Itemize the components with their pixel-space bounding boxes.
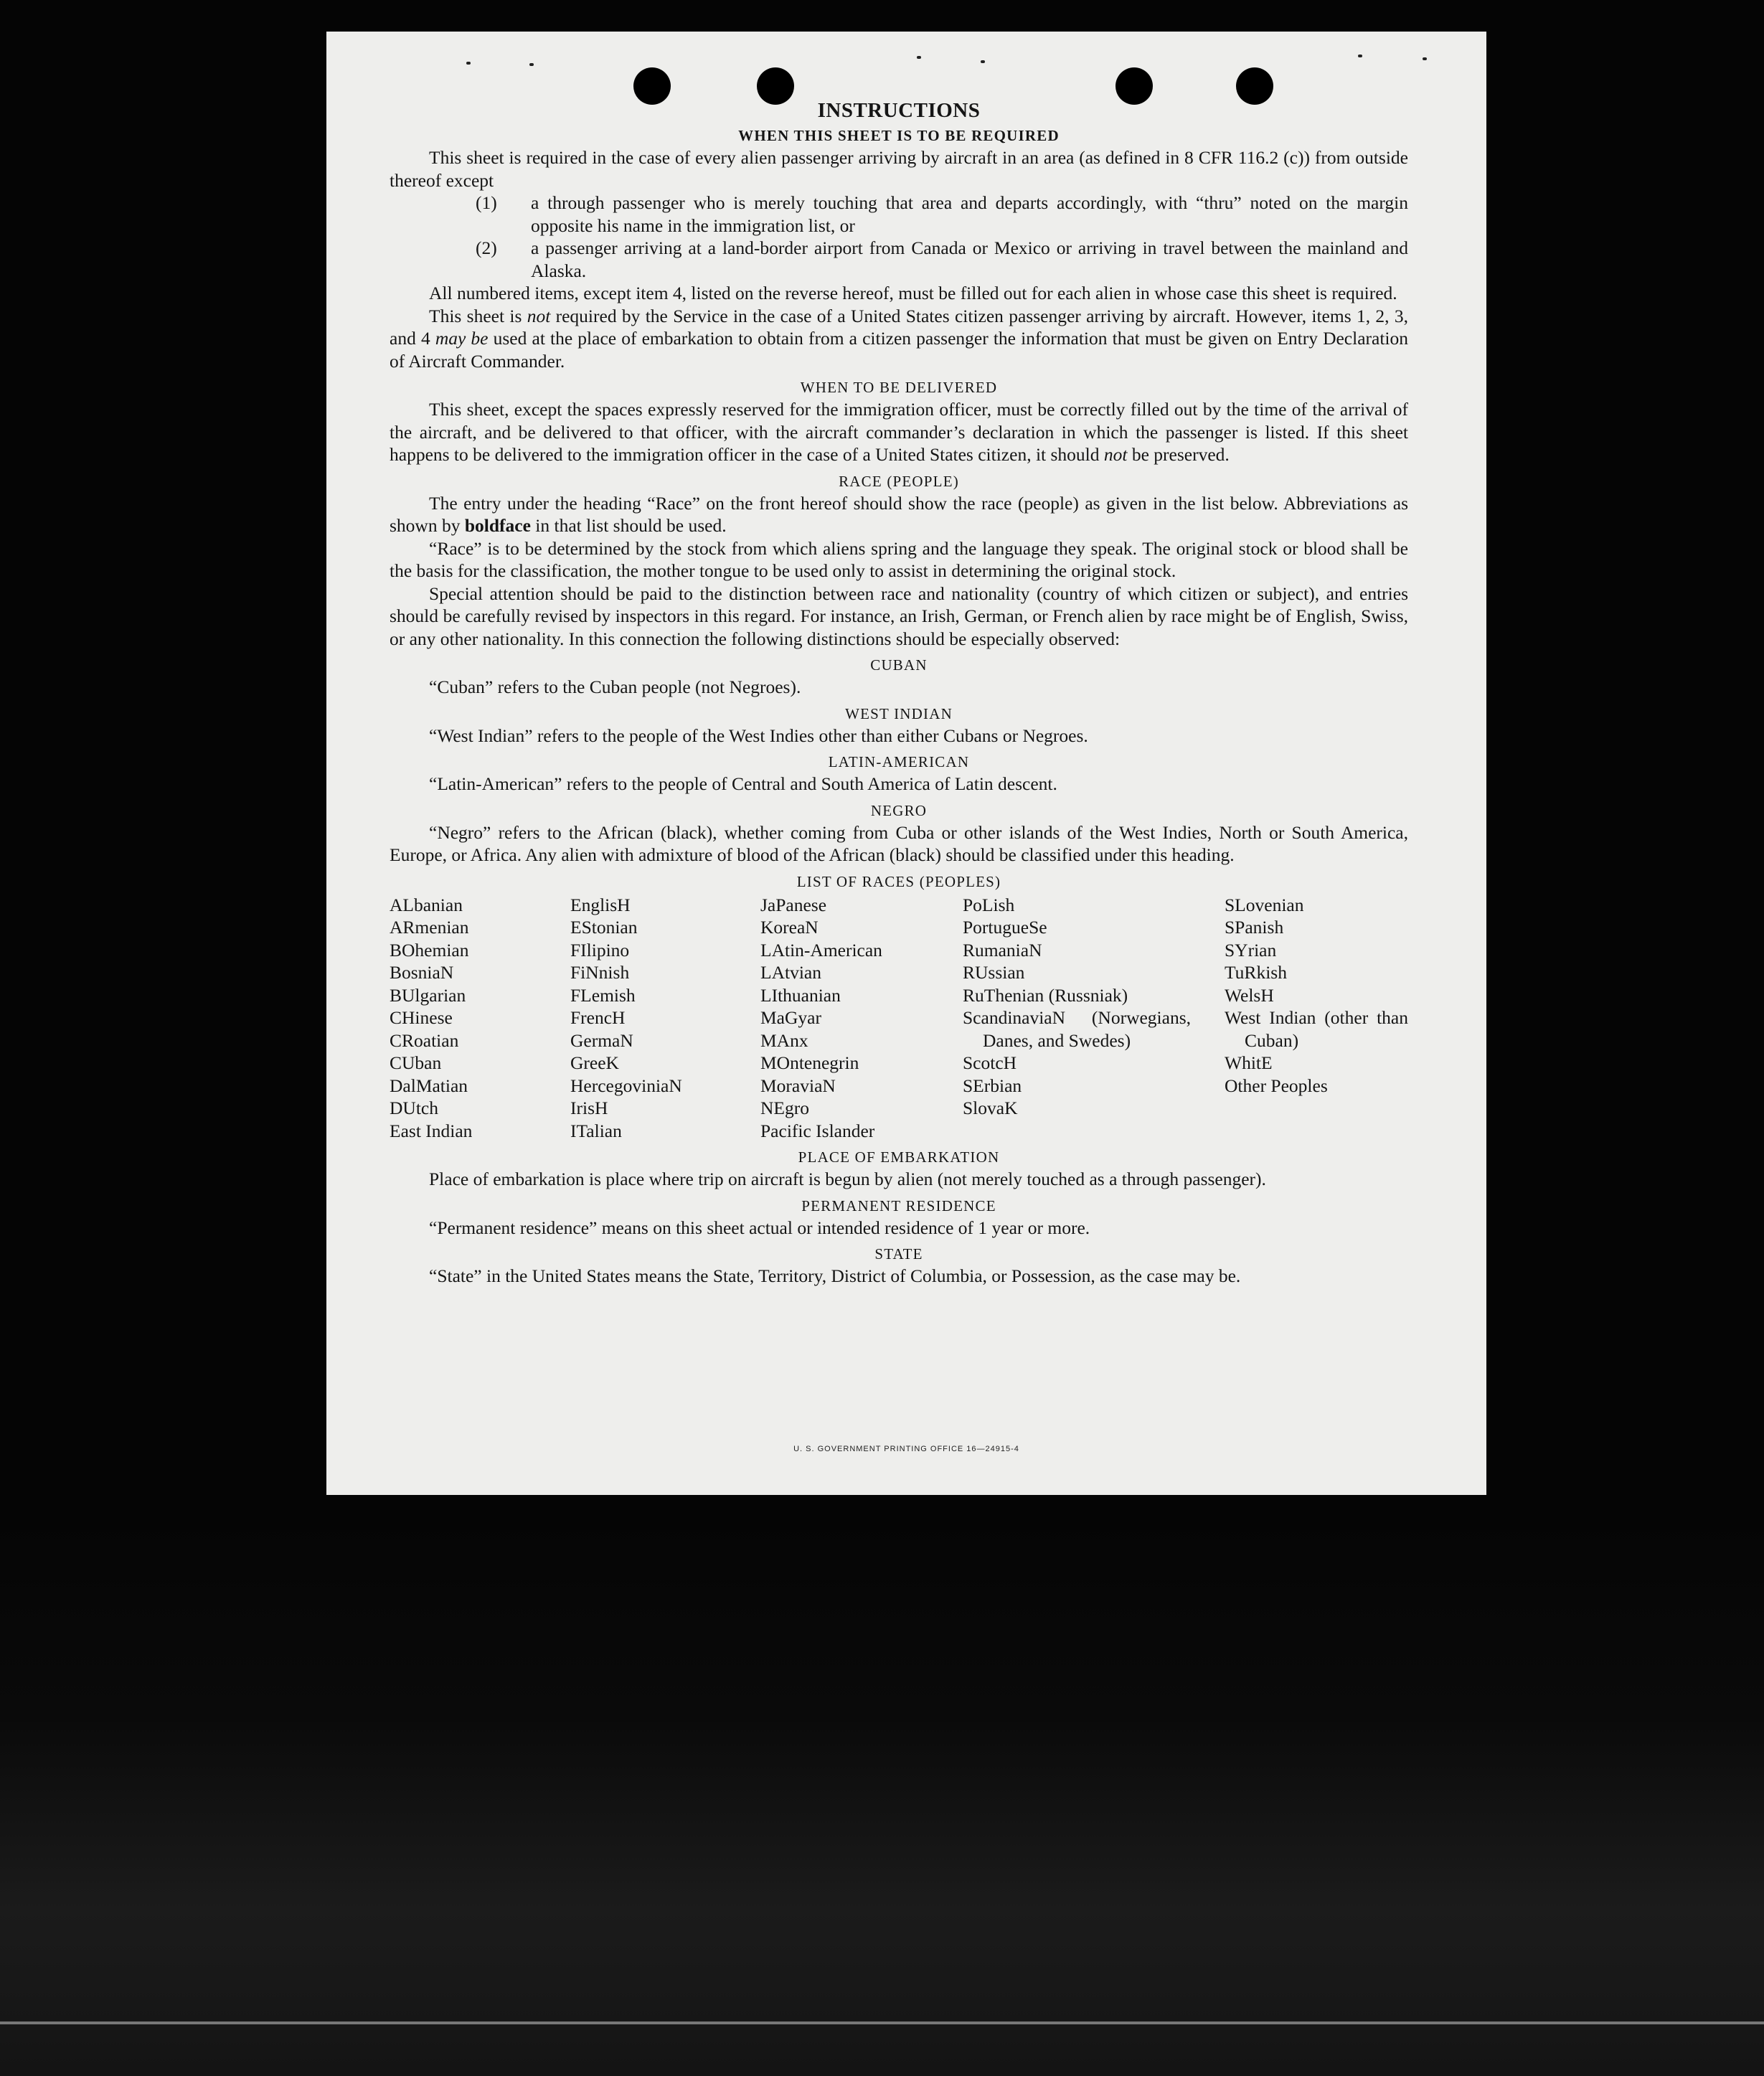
races-column-4 (963, 894, 1225, 1143)
section-heading-embarkation: PLACE OF EMBARKATION (798, 1148, 1000, 1166)
paragraph: Special attention should be paid to the distinction between race and nationality (country of which citizen or subject), and entries should be carefully revised by inspectors in this regard. For instance, an Irish, German, or French alien by race might be of English, Swiss, or any other nationality. In this connection the following distinctions should be especially observed: (390, 582, 1408, 649)
instructions-body (390, 96, 1408, 1288)
race-entry: NEgro (760, 1098, 809, 1118)
paragraph: This sheet is required in the case of every alien passenger arriving by aircraft in an area (as defined in 8 CFR 116.2 (c)) from outside thereof except (390, 147, 1408, 191)
paragraph: “Cuban” refers to the Cuban people (not Negroes). (429, 676, 801, 697)
section-heading-residence: PERMANENT RESIDENCE (801, 1197, 996, 1214)
emphasis: may be (435, 328, 489, 349)
text-run: used at the place of embarkation to obtain from a citizen passenger the information that must be given on Entry Declaration of Aircraft Commander. (390, 328, 1409, 372)
race-entry: ARmenian (390, 917, 469, 938)
item-text: a passenger arriving at a land-border airport from Canada or Mexico or arriving in travel between the mainland and Alaska. (531, 237, 1408, 281)
race-entry: West Indian (other than Cuban) (1225, 1007, 1408, 1051)
film-background-haze (0, 1521, 1764, 2076)
races-column-5 (1225, 894, 1408, 1143)
section-heading-required: WHEN THIS SHEET IS TO BE REQUIRED (738, 127, 1060, 144)
race-entry: KoreaN (760, 917, 819, 938)
race-entry: JaPanese (760, 894, 827, 915)
bold-term: boldface (464, 515, 531, 536)
section-heading-latin-american: LATIN-AMERICAN (828, 753, 970, 770)
section-heading-west-indian: WEST INDIAN (845, 704, 953, 722)
paragraph: “Permanent residence” means on this sheet actual or intended residence of 1 year or more. (429, 1217, 1090, 1238)
paragraph (390, 492, 1408, 537)
paragraph: All numbered items, except item 4, listed on the reverse hereof, must be filled out for each alien in whose case this sheet is required. (429, 283, 1397, 303)
emphasis: not (1103, 444, 1128, 465)
race-entry: RuThenian (Russniak) (963, 984, 1128, 1006)
race-entry: IrisH (570, 1098, 608, 1118)
item-number: (1) (476, 192, 497, 213)
race-entry: BUlgarian (390, 984, 466, 1006)
race-entry: SErbian (963, 1075, 1022, 1096)
printer-imprint: U. S. GOVERNMENT PRINTING OFFICE 16—24915-4 (793, 1445, 1019, 1453)
race-entry: Other Peoples (1225, 1075, 1328, 1096)
race-entry: EnglisH (570, 894, 631, 915)
exception-item-2 (390, 237, 1408, 282)
section-heading-list-of-races: LIST OF RACES (PEOPLES) (796, 872, 1001, 890)
race-entry: PortugueSe (963, 917, 1047, 938)
race-entry: LAtvian (760, 962, 821, 983)
race-entry: MaGyar (760, 1007, 821, 1028)
section-heading-delivered: WHEN TO BE DELIVERED (800, 379, 998, 396)
race-entry: SLovenian (1225, 894, 1304, 915)
race-entry: WelsH (1225, 984, 1274, 1006)
race-entry: SPanish (1225, 917, 1284, 938)
paragraph: “State” in the United States means the State, Territory, District of Columbia, or Possession, as the case may be. (429, 1265, 1241, 1286)
text-run: be preserved. (1127, 444, 1230, 465)
race-entry: DUtch (390, 1098, 438, 1118)
race-entry: RUssian (963, 962, 1025, 983)
race-entry: FiNnish (570, 962, 630, 983)
emphasis: not (527, 305, 551, 326)
text-run: This sheet is (429, 305, 527, 326)
race-entry: CRoatian (390, 1029, 459, 1051)
section-heading-cuban: CUBAN (870, 656, 928, 674)
race-entry: LIthuanian (760, 984, 841, 1006)
race-entry: SYrian (1225, 939, 1277, 961)
dust-speck (1358, 55, 1362, 57)
races-list (390, 894, 1408, 1143)
race-entry: TuRkish (1225, 962, 1287, 983)
text-run: in that list should be used. (530, 515, 727, 536)
item-text: a through passenger who is merely touching that area and departs accordingly, with “thru” noted on the margin opposite his name in the immigration list, or (531, 192, 1408, 236)
section-heading-state: STATE (874, 1245, 923, 1263)
races-column-3 (760, 894, 963, 1143)
race-entry: BosniaN (390, 962, 454, 983)
race-entry: CHinese (390, 1007, 453, 1028)
race-entry: ALbanian (390, 894, 463, 915)
paragraph: “Negro” refers to the African (black), whether coming from Cuba or other islands of the West Indies, North or South America, Europe, or Africa. Any alien with admixture of blood of the African (black) should be classified under this heading. (390, 821, 1408, 865)
text-run: The entry under the heading “Race” on the front hereof should show the race (people) as given in the list below. Abbreviations as shown by (390, 492, 1408, 536)
race-entry: MAnx (760, 1029, 808, 1051)
item-number: (2) (476, 237, 497, 258)
film-scratch-line (0, 2021, 1764, 2024)
dust-speck (981, 60, 985, 63)
race-entry: SlovaK (963, 1098, 1018, 1118)
paragraph (390, 398, 1408, 466)
races-column-1 (390, 894, 570, 1143)
text-run: required by the Service in the case of a United States citizen passenger arriving by aircraft. However, items 1, 2, 3, and 4 (390, 305, 1408, 349)
paragraph: Place of embarkation is place where trip on aircraft is begun by alien (not merely touched as a through passenger). (429, 1169, 1266, 1189)
race-entry: Pacific Islander (760, 1120, 875, 1141)
text-run: This sheet, except the spaces expressly reserved for the immigration officer, must be correctly filled out by the time of the arrival of the aircraft, and be delivered to that officer, with the aircraft commander’s declaration in which the passenger is listed. If this sheet happens to be delivered to the immigration officer in the case of a United States citizen, it should (390, 399, 1408, 465)
race-entry: EStonian (570, 917, 638, 938)
page-title: INSTRUCTIONS (817, 99, 981, 122)
dust-speck (529, 63, 534, 66)
dust-speck (1423, 57, 1427, 60)
race-entry: HercegoviniaN (570, 1075, 682, 1096)
race-entry: WhitE (1225, 1052, 1273, 1073)
race-entry: LAtin-American (760, 939, 882, 961)
race-entry: FIlipino (570, 939, 630, 961)
race-entry: BOhemian (390, 939, 469, 961)
race-entry: DalMatian (390, 1075, 468, 1096)
exception-item-1 (390, 192, 1408, 237)
paragraph: “Latin-American” refers to the people of Central and South America of Latin descent. (429, 773, 1057, 794)
race-entry: East Indian (390, 1120, 473, 1141)
section-heading-negro: NEGRO (870, 801, 928, 819)
race-entry: MOntenegrin (760, 1052, 859, 1073)
race-entry: FrencH (570, 1007, 626, 1028)
race-entry: PoLish (963, 894, 1015, 915)
race-entry: GreeK (570, 1052, 619, 1073)
section-heading-race: RACE (PEOPLE) (839, 472, 959, 490)
race-entry: GermaN (570, 1029, 633, 1051)
race-entry: RumaniaN (963, 939, 1042, 961)
race-entry: MoraviaN (760, 1075, 836, 1096)
race-entry: ITalian (570, 1120, 622, 1141)
paragraph (390, 305, 1408, 373)
document-sheet (326, 32, 1486, 1495)
paragraph: “West Indian” refers to the people of the West Indies other than either Cubans or Negroes. (429, 725, 1088, 746)
races-column-2 (570, 894, 760, 1143)
race-entry: FLemish (570, 984, 636, 1006)
race-entry: ScandinaviaN (Norwegians, Danes, and Swedes) (963, 1007, 1191, 1051)
race-entry: CUban (390, 1052, 442, 1073)
paragraph: “Race” is to be determined by the stock from which aliens spring and the language they speak. The original stock or blood shall be the basis for the classification, the mother tongue to be used only to assist in determining the original stock. (390, 537, 1408, 581)
dust-speck (917, 56, 921, 59)
race-entry: ScotcH (963, 1052, 1017, 1073)
dust-speck (466, 62, 471, 65)
